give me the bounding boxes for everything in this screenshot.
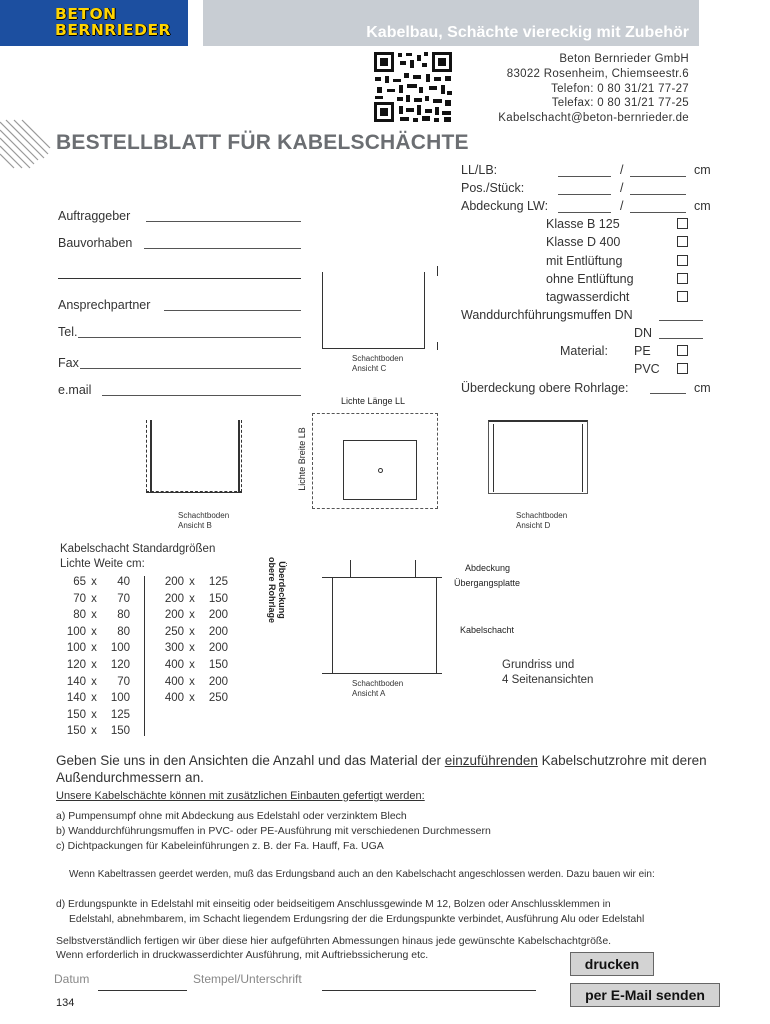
size-width: 200 [164, 576, 184, 588]
fax-label: Fax [58, 356, 79, 370]
size-width: 100 [66, 642, 86, 655]
ansprechpartner-label: Ansprechpartner [58, 298, 151, 312]
size-length: 200 [208, 625, 228, 638]
size-length: 70 [117, 675, 130, 688]
size-length: 100 [110, 692, 130, 705]
page-number: 134 [56, 997, 75, 1009]
size-row [156, 676, 236, 693]
company-logo [55, 6, 171, 38]
auftraggeber-label: Auftraggeber [58, 209, 131, 223]
tel-label: Tel. [58, 325, 78, 339]
email-label: e.mail [58, 383, 92, 397]
size-x: x [91, 675, 97, 688]
sizes-divider [144, 576, 145, 736]
grundriss-label-2: 4 Seitenansichten [502, 674, 594, 686]
size-length: 100 [110, 642, 130, 655]
company-address: 83022 Rosenheim, Chiemseestr.6 [506, 68, 689, 80]
size-row [156, 576, 236, 593]
ansicht-b-frame [146, 420, 242, 492]
lichte-breite-label: Lichte Breite LB [297, 427, 307, 491]
ueberdeckung-label: Überdeckung obere Rohrlage: [461, 381, 629, 395]
tagwasserdicht-label: tagwasserdicht [546, 290, 630, 304]
ueberdeckung-rotated-2: obere Rohrlage [267, 556, 277, 623]
size-width: 400 [164, 658, 184, 671]
size-length: 250 [208, 692, 228, 705]
size-width: 80 [73, 609, 86, 622]
size-row [156, 642, 236, 659]
pos-stueck-label: Pos./Stück: [461, 181, 525, 195]
size-length: 200 [208, 675, 228, 688]
sizes-heading-1: Kabelschacht Standardgrößen [60, 543, 216, 555]
size-length: 200 [208, 609, 228, 622]
mit-entlueftung-checkbox[interactable] [677, 255, 688, 266]
size-x: x [189, 675, 195, 688]
instruction-suffix: Kabelschutzrohre mit deren Außendurchmessern an. [56, 753, 707, 785]
einbauten-heading: Unsere Kabelschächte können mit zusätzlichen Einbauten gefertigt werden: [56, 790, 425, 802]
instruction-prefix: Geben Sie uns in den Ansichten die Anzahl und das Material der [56, 753, 445, 768]
pe-checkbox[interactable] [677, 345, 688, 356]
auftraggeber-field[interactable] [146, 221, 301, 222]
size-row [58, 709, 138, 726]
klasse-d-label: Klasse D 400 [546, 235, 621, 249]
ansicht-a-left-wall [332, 577, 333, 673]
drucken-button[interactable]: drucken [570, 952, 654, 976]
size-width: 150 [66, 708, 86, 721]
size-length: 125 [110, 708, 130, 721]
datum-field[interactable] [98, 990, 187, 991]
size-x: x [91, 642, 97, 655]
size-x: x [189, 592, 195, 605]
ansicht-d-label [516, 511, 567, 531]
size-x: x [91, 692, 97, 705]
size-width: 200 [164, 592, 184, 605]
ansicht-c-label-1: Schachtboden [352, 354, 404, 363]
qr-code-icon [373, 51, 453, 123]
pvc-label: PVC [634, 362, 660, 376]
size-length: 150 [208, 592, 228, 605]
size-x: x [91, 592, 97, 605]
closing-line1: Selbstverständlich fertigen wir über diese hier aufgeführten Abmessungen hinaus jede gewünschte Kabelschachtgröße. [56, 935, 612, 947]
ansicht-c-left-wall [322, 272, 323, 348]
ansicht-a-label-2: Ansicht A [352, 689, 386, 698]
klasse-d-checkbox[interactable] [677, 236, 688, 247]
ansprechpartner-field[interactable] [164, 310, 301, 311]
bauvorhaben-label: Bauvorhaben [58, 236, 133, 250]
extra-field[interactable] [58, 278, 301, 279]
unterschrift-field[interactable] [322, 990, 536, 991]
hatch-decoration [0, 118, 52, 170]
abdeckung-field-1[interactable] [558, 212, 611, 213]
size-x: x [91, 725, 97, 738]
dn-label: DN [634, 326, 653, 340]
item-b: b) Wanddurchführungsmuffen in PVC- oder PE-Ausführung mit verschiedenen Durchmessern [56, 825, 491, 837]
fax-field[interactable] [80, 368, 301, 369]
ansicht-a-floor [322, 673, 442, 674]
ansicht-a-label [352, 679, 403, 699]
size-x: x [189, 576, 195, 588]
lllb-unit: cm [694, 163, 711, 177]
size-x: x [189, 658, 195, 671]
ueberdeckung-unit: cm [694, 381, 711, 395]
stempel-label: Stempel/Unterschrift [193, 972, 302, 986]
grundriss-label-1: Grundriss und [502, 659, 575, 671]
size-width: 140 [66, 692, 86, 705]
size-row [58, 692, 138, 709]
ansicht-d-right-inner [582, 424, 583, 492]
ueberdeckung-rotated-label [267, 553, 287, 627]
size-length: 150 [110, 725, 130, 738]
ansicht-a-shaft-right [415, 560, 416, 577]
ansicht-c-label-2: Ansicht C [352, 364, 387, 373]
kabelschacht-drawing-label: Kabelschacht [460, 625, 515, 635]
logo-line2: BERNRIEDER [55, 21, 171, 39]
instruction-paragraph [56, 752, 746, 786]
sizes-right-column [156, 576, 236, 709]
instruction-underlined: einzuführenden [444, 753, 538, 768]
size-row [58, 725, 138, 742]
abdeckung-slash: / [620, 199, 624, 213]
ansicht-a-right-wall [436, 577, 437, 673]
sizes-heading-2: Lichte Weite cm: [60, 558, 145, 570]
sizes-left-column [58, 576, 138, 742]
company-fax: Telefax: 0 80 31/21 77-25 [551, 97, 689, 109]
klasse-b-checkbox[interactable] [677, 218, 688, 229]
abdeckung-unit: cm [694, 199, 711, 213]
logo-line1: BETON [55, 5, 117, 23]
ansicht-c-floor [322, 348, 425, 349]
size-width: 70 [73, 592, 86, 605]
ansicht-a-shaft-left [350, 560, 351, 577]
wanddurchfuehrung-label: Wanddurchführungsmuffen DN [461, 308, 633, 322]
size-width: 200 [164, 609, 184, 622]
size-length: 150 [208, 658, 228, 671]
pe-label: PE [634, 344, 651, 358]
lllb-label: LL/LB: [461, 163, 498, 177]
size-x: x [91, 708, 97, 721]
plan-drain-icon [378, 468, 383, 473]
size-width: 400 [164, 675, 184, 688]
company-name: Beton Bernrieder GmbH [559, 53, 689, 65]
ansicht-c-tick-bottom [437, 342, 438, 350]
pos-field-1[interactable] [558, 194, 611, 195]
size-x: x [189, 642, 195, 655]
company-email: Kabelschacht@beton-bernrieder.de [498, 112, 689, 124]
size-x: x [189, 609, 195, 622]
ohne-entlueftung-label: ohne Entlüftung [546, 272, 634, 286]
size-x: x [189, 692, 195, 705]
abdeckung-field-2[interactable] [630, 212, 686, 213]
bauvorhaben-field[interactable] [144, 248, 301, 249]
size-row [156, 692, 236, 709]
ansicht-b-label-1: Schachtboden [178, 511, 230, 520]
size-width: 300 [164, 642, 184, 655]
ansicht-b-label [178, 511, 229, 531]
size-row [156, 609, 236, 626]
size-row [58, 642, 138, 659]
ansicht-c-label [352, 354, 403, 374]
uebergangsplatte-label: Übergangsplatte [454, 578, 521, 588]
tel-field[interactable] [78, 337, 301, 338]
size-row [58, 659, 138, 676]
ansicht-d-frame [488, 420, 588, 494]
item-d-line1: d) Erdungspunkte in Edelstahl mit einseitig oder beidseitigem Anschlussgewinde M 12, Bolzen oder Anschlussklemmen in [56, 899, 611, 910]
ansicht-a-top [322, 577, 442, 578]
datum-label: Datum [54, 972, 90, 986]
ansicht-b-label-2: Ansicht B [178, 521, 212, 530]
lllb-field-2[interactable] [630, 176, 686, 177]
ueberdeckung-field[interactable] [650, 393, 686, 394]
email-senden-button[interactable]: per E-Mail senden [570, 983, 720, 1007]
klasse-b-label: Klasse B 125 [546, 217, 620, 231]
ansicht-b-right-wall [238, 420, 240, 492]
erdung-text: Wenn Kabeltrassen geerdet werden, muß das Erdungsband auch an den Kabelschacht angeschlossen werden. Dazu bauen wir ein: [69, 869, 655, 880]
item-a: a) Pumpensumpf ohne mit Abdeckung aus Edelstahl oder verzinktem Blech [56, 810, 407, 822]
size-row [58, 609, 138, 626]
item-d-line2: Edelstahl, abnehmbarem, im Schacht liegendem Erdungsring der die Erdungspunkte verbindet, Ausführung Alu oder Edelstahl [69, 914, 645, 925]
size-length: 80 [117, 625, 130, 638]
item-c: c) Dichtpackungen für Kabeleinführungen z. B. der Fa. Hauff, Fa. UGA [56, 840, 384, 852]
ansicht-d-label-2: Ansicht D [516, 521, 551, 530]
size-row [156, 659, 236, 676]
size-width: 100 [66, 625, 86, 638]
ohne-entlueftung-checkbox[interactable] [677, 273, 688, 284]
abdeckung-lw-label: Abdeckung LW: [461, 199, 549, 213]
dn-field-2[interactable] [659, 338, 703, 339]
lichte-laenge-label: Lichte Länge LL [341, 396, 406, 406]
size-length: 70 [117, 592, 130, 605]
size-x: x [189, 625, 195, 638]
size-length: 80 [117, 609, 130, 622]
ueberdeckung-rotated-1: Überdeckung [277, 561, 287, 619]
ansicht-d-label-1: Schachtboden [516, 511, 568, 520]
size-row [58, 626, 138, 643]
size-length: 120 [110, 658, 130, 671]
abdeckung-drawing-label: Abdeckung [465, 563, 511, 573]
banner-title: Kabelbau, Schächte viereckig mit Zubehör [366, 24, 689, 41]
size-row [58, 676, 138, 693]
size-row [156, 593, 236, 610]
size-row [58, 576, 138, 593]
lllb-slash: / [620, 163, 624, 177]
size-length: 125 [208, 576, 228, 588]
grundriss-label [502, 658, 593, 688]
size-x: x [91, 576, 97, 588]
email-field[interactable] [102, 395, 301, 396]
ansicht-a-label-1: Schachtboden [352, 679, 404, 688]
ansicht-b-floor [146, 492, 242, 493]
size-width: 150 [66, 725, 86, 738]
dn-field-1[interactable] [659, 320, 703, 321]
page-title: BESTELLBLATT FÜR KABELSCHÄCHTE [56, 131, 469, 154]
pos-field-2[interactable] [630, 194, 686, 195]
ansicht-c-right-wall [424, 272, 425, 348]
size-length: 40 [117, 576, 130, 588]
closing-line2: Wenn erforderlich in druckwasserdichter Ausführung, mit Auftriebssicherung etc. [56, 949, 429, 961]
size-width: 120 [66, 658, 86, 671]
size-row [156, 626, 236, 643]
lllb-field-1[interactable] [558, 176, 611, 177]
ansicht-d-left-inner [493, 424, 494, 492]
ansicht-c-tick-top [437, 266, 438, 276]
size-x: x [91, 625, 97, 638]
size-width: 250 [164, 625, 184, 638]
size-width: 140 [66, 675, 86, 688]
pos-slash: / [620, 181, 624, 195]
size-length: 200 [208, 642, 228, 655]
company-phone: Telefon: 0 80 31/21 77-27 [551, 83, 689, 95]
material-label: Material: [560, 344, 608, 358]
mit-entlueftung-label: mit Entlüftung [546, 254, 623, 268]
pvc-checkbox[interactable] [677, 363, 688, 374]
size-row [58, 593, 138, 610]
ansicht-b-left-wall [150, 420, 152, 492]
size-width: 400 [164, 692, 184, 705]
tagwasserdicht-checkbox[interactable] [677, 291, 688, 302]
size-x: x [91, 609, 97, 622]
size-width: 65 [73, 576, 86, 588]
size-x: x [91, 658, 97, 671]
